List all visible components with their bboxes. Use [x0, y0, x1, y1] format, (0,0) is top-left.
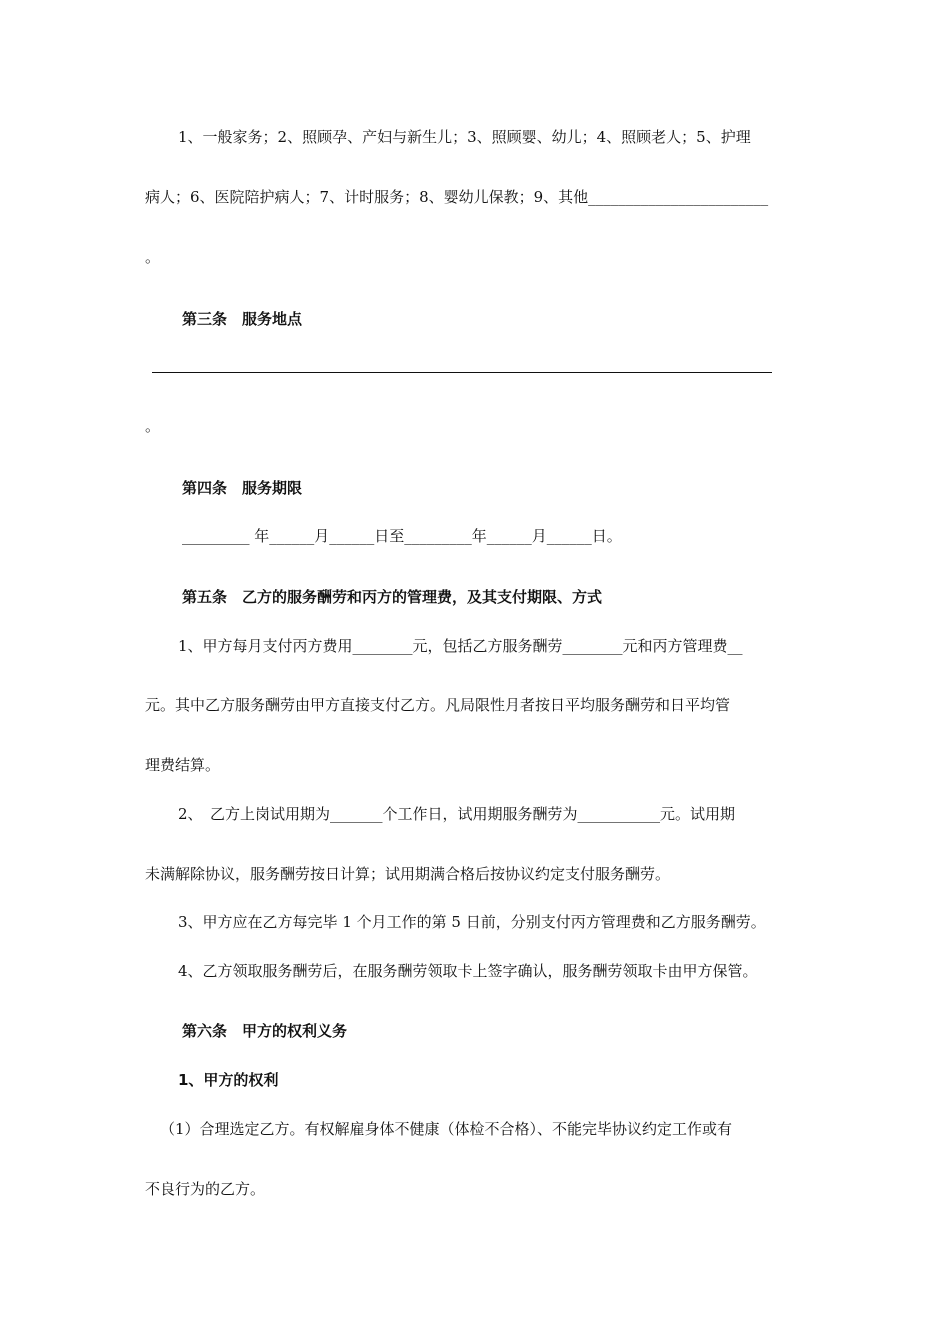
service-location-blank	[152, 372, 772, 373]
service-items-end: 。	[145, 248, 161, 266]
article-3-heading: 第三条 服务地点	[182, 310, 303, 328]
article-5-para-2b: 未满解除协议，服务酬劳按日计算；试用期满合格后按协议约定支付服务酬劳。	[145, 865, 671, 883]
article-6-right-1a: （1）合理选定乙方。有权解雇身体不健康（体检不合格）、不能完毕协议约定工作或有	[160, 1120, 733, 1138]
article-5-para-4: 4、乙方领取服务酬劳后，在服务酬劳领取卡上签字确认，服务酬劳领取卡由甲方保管。	[178, 962, 758, 980]
service-items-line-2: 病人；6、医院陪护病人；7、计时服务；8、婴幼儿保教；9、其他________________________	[145, 188, 769, 206]
article-3-end: 。	[145, 417, 161, 435]
article-6-heading: 第六条 甲方的权利义务	[182, 1022, 348, 1040]
article-5-heading: 第五条 乙方的服务酬劳和丙方的管理费，及其支付期限、方式	[182, 588, 603, 606]
article-5-para-2a: 2、 乙方上岗试用期为_______个工作日，试用期服务酬劳为___________元。试用期	[178, 805, 736, 823]
article-5-para-1a: 1、甲方每月支付丙方费用________元，包括乙方服务酬劳________元和丙方管理费__	[178, 637, 743, 655]
article-4-heading: 第四条 服务期限	[182, 479, 303, 497]
article-6-right-1b: 不良行为的乙方。	[145, 1180, 266, 1198]
service-period-line: _________ 年______月______日至_________年______月______日。	[182, 527, 622, 545]
article-5-para-1c: 理费结算。	[145, 756, 221, 774]
article-5-para-1b: 元。其中乙方服务酬劳由甲方直接支付乙方。凡局限性月者按日平均服务酬劳和日平均管	[145, 696, 731, 714]
article-6-sub-heading: 1、甲方的权利	[178, 1071, 279, 1089]
article-5-para-3: 3、甲方应在乙方每完毕 1 个月工作的第 5 日前，分别支付丙方管理费和乙方服务酬劳。	[178, 913, 766, 931]
service-items-line-1: 1、一般家务；2、照顾孕、产妇与新生儿；3、照顾婴、幼儿；4、照顾老人；5、护理	[178, 128, 751, 146]
